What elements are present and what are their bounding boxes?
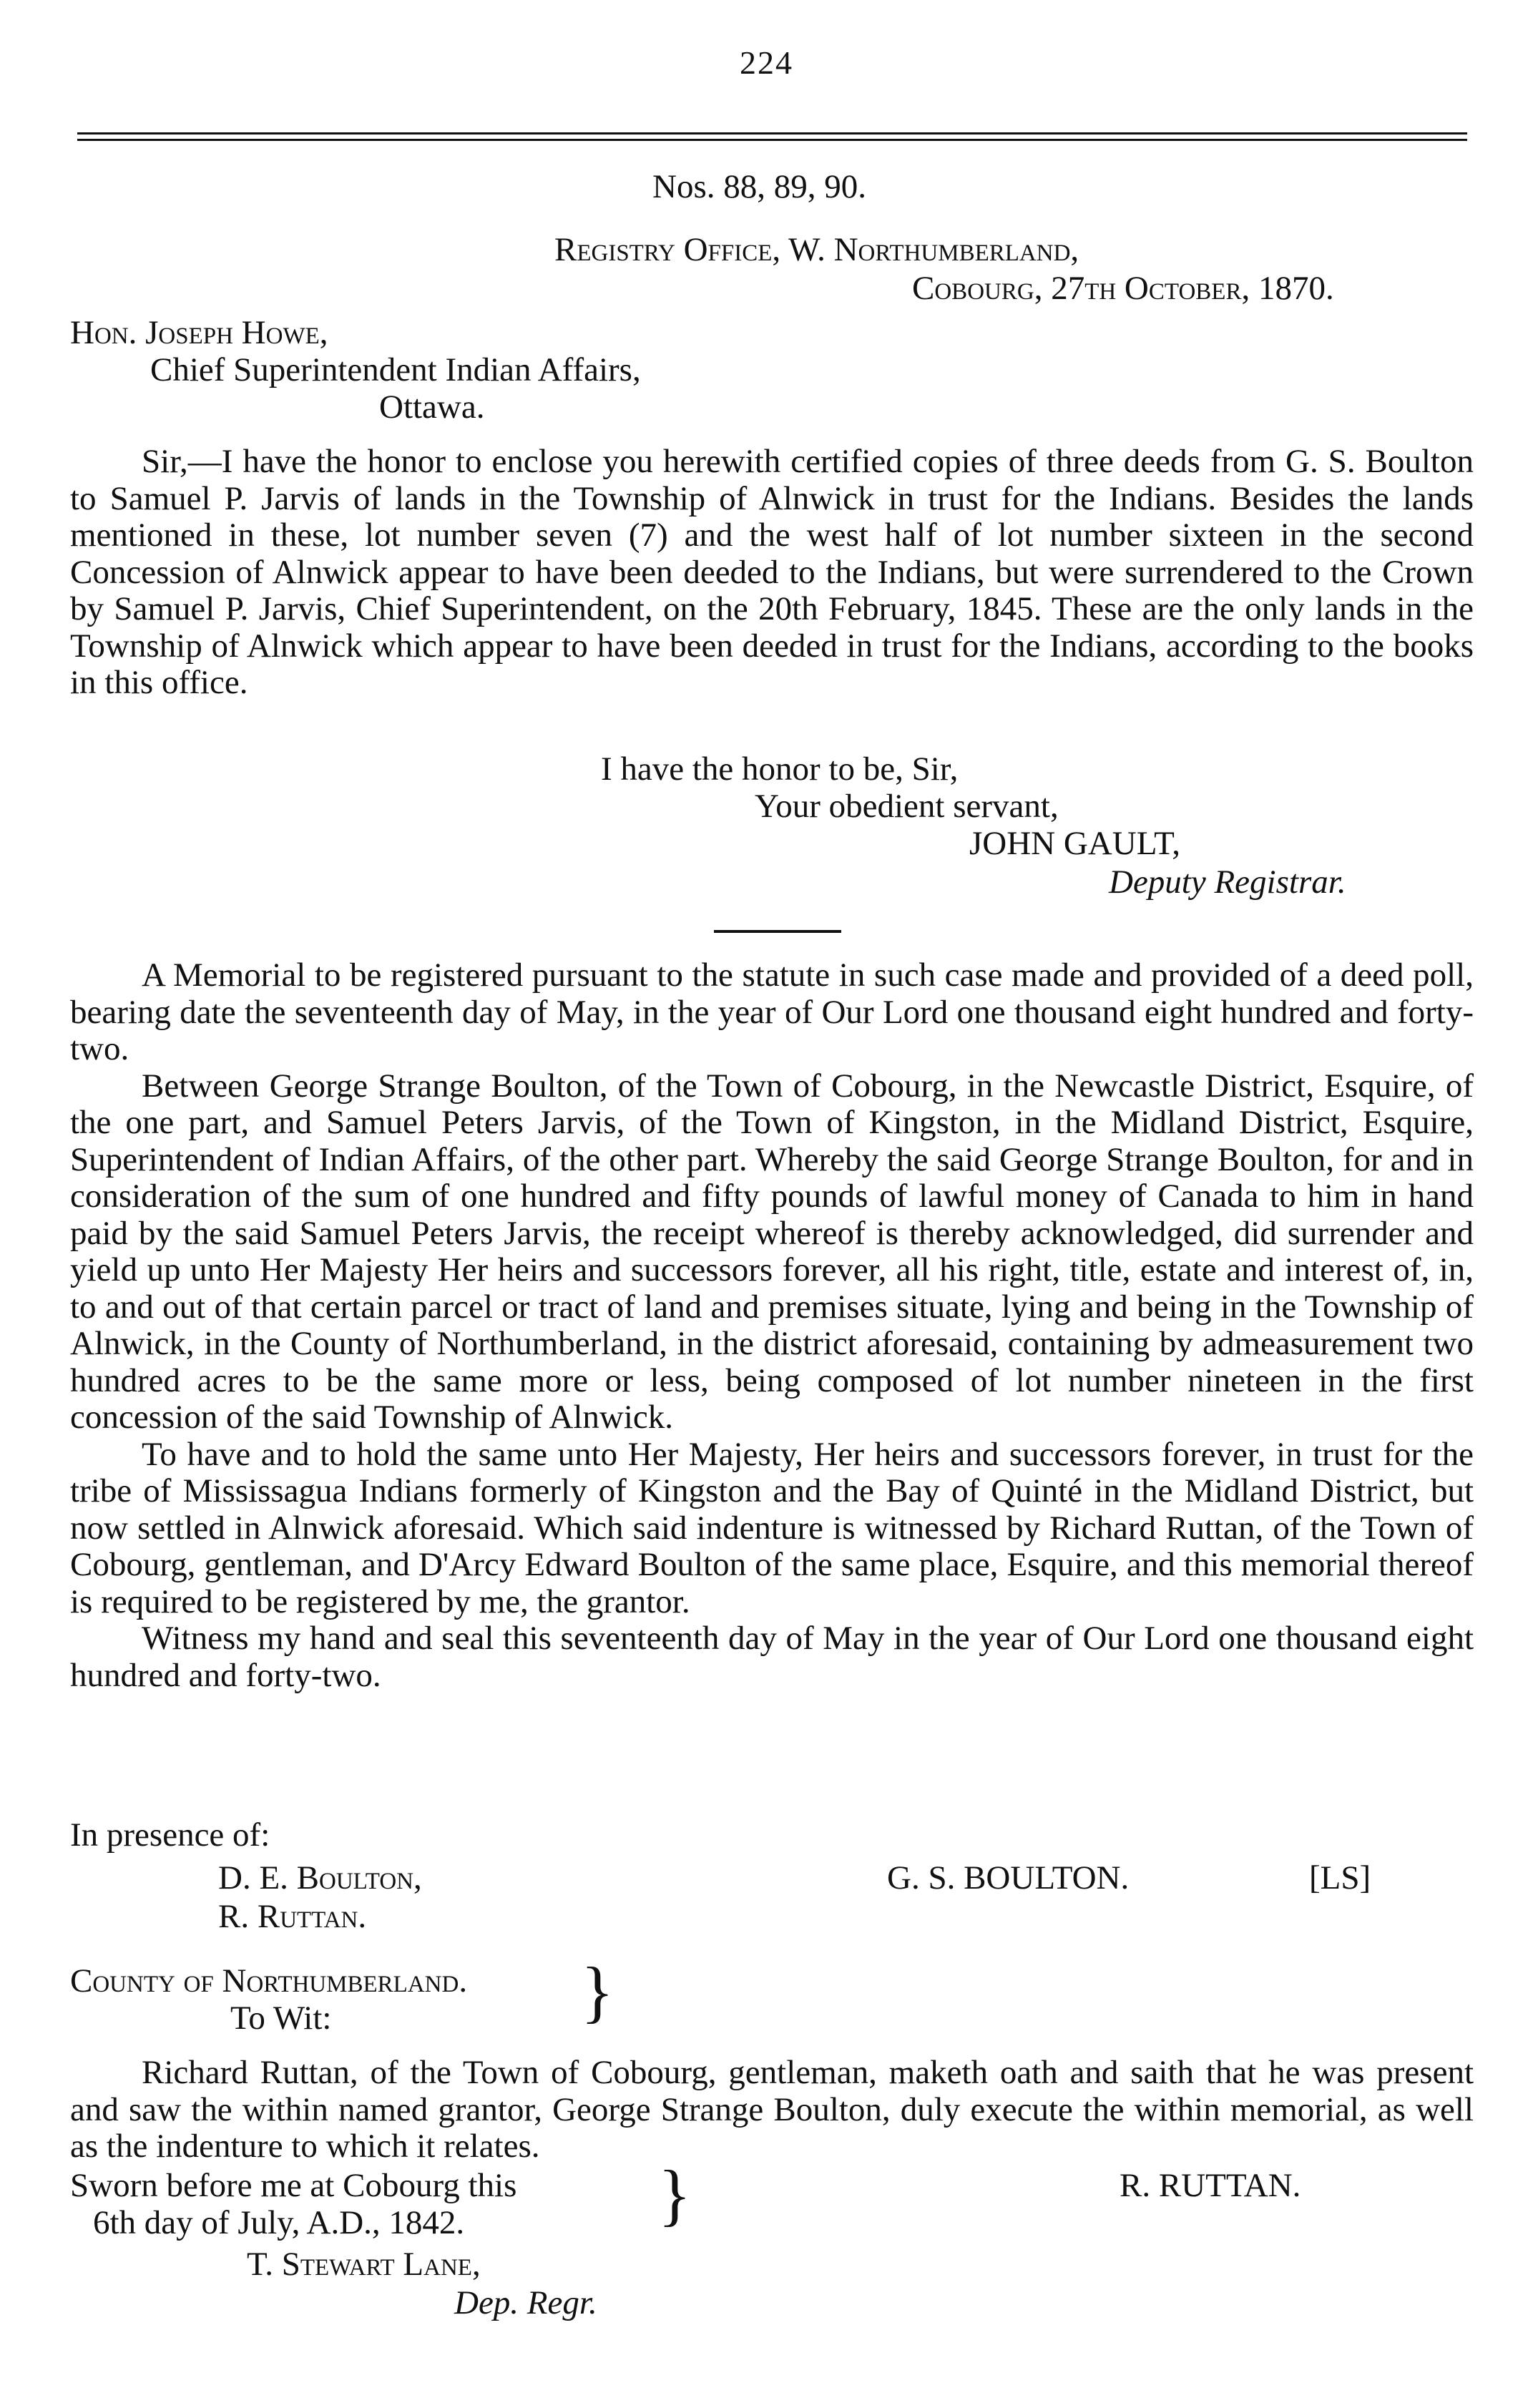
officer-name: T. Stewart Lane, — [247, 2246, 481, 2283]
addressee-name: Hon. Joseph Howe, — [70, 314, 328, 351]
presence-label: In presence of: — [70, 1816, 270, 1854]
venue-county: County of Northumberland. — [70, 1962, 468, 2000]
signatory-title: Deputy Registrar. — [1109, 863, 1346, 901]
letter-body — [70, 444, 1474, 702]
brace-mark: } — [581, 1953, 614, 2030]
affidavit-body — [70, 2055, 1474, 2165]
witness-name: R. Ruttan. — [218, 1898, 367, 1935]
memorial-paragraph: To have and to hold the same unto Her Majesty, Her heirs and successors forever, in trust for the tribe of Mississagua Indians formerly of Kingston and the Bay of Quinté in the Midland District, but now settled in Alnwick aforesaid. Which said indenture is witnessed by Richard Ruttan, of the Town of Cobourg, gentleman, and D'Arcy Edward Boulton of the same place, Esquire, and this memorial thereof is required to be registered by me, the grantor. — [70, 1435, 1474, 1620]
sworn-line: Sworn before me at Cobourg this — [70, 2167, 517, 2204]
memorial-paragraph: Witness my hand and seal this seventeenth day of May in the year of Our Lord one thousand eight hundred and forty-two. — [70, 1620, 1474, 1694]
signatory-name: JOHN GAULT, — [969, 825, 1181, 862]
header-rule — [77, 139, 1467, 141]
affidavit-paragraph: Richard Ruttan, of the Town of Cobourg, gentleman, maketh oath and saith that he was present and saw the within named grantor, George Strange Boulton, duly execute the within memorial, as well as the indenture to which it relates. — [70, 2054, 1474, 2165]
addressee-title: Chief Superintendent Indian Affairs, — [150, 351, 641, 388]
header-rule — [77, 132, 1467, 134]
page-number: 224 — [740, 44, 793, 81]
office-line: Registry Office, W. Northumberland, — [554, 231, 1079, 268]
grantor-signature: G. S. BOULTON. — [887, 1859, 1130, 1896]
officer-title: Dep. Regr. — [454, 2284, 597, 2321]
closing-line: Your obedient servant, — [755, 788, 1059, 825]
memorial-body — [70, 957, 1474, 1694]
venue-to-wit: To Wit: — [230, 2000, 332, 2037]
section-separator — [714, 930, 841, 933]
place-date: Cobourg, 27th October, 1870. — [912, 270, 1334, 307]
brace-mark: } — [658, 2156, 692, 2233]
memorial-paragraph: A Memorial to be registered pursuant to the statute in such case made and provided of a deed poll, bearing date the seventeenth day of May, in the year of Our Lord one thousand eight hundred and forty-two. — [70, 956, 1474, 1067]
addressee-city: Ottawa. — [379, 388, 485, 426]
witness-name: D. E. Boulton, — [218, 1859, 422, 1896]
seal-mark: [LS] — [1309, 1859, 1371, 1896]
sworn-line: 6th day of July, A.D., 1842. — [93, 2204, 465, 2241]
deed-numbers: Nos. 88, 89, 90. — [652, 168, 866, 205]
deponent-name: R. RUTTAN. — [1120, 2167, 1301, 2204]
letter-paragraph: Sir,—I have the honor to enclose you herewith certified copies of three deeds from G. S. Boulton to Samuel P. Jarvis of lands in the Township of Alnwick in trust for the Indians. Besides the lands mentioned in these, lot number seven (7) and the west half of lot number sixteen in the second Concession of Alnwick appear to have been deeded to the Indians, but were surrendered to the Crown by Samuel P. Jarvis, Chief Superintendent, on the 20th February, 1845. These are the only lands in the Township of Alnwick which appear to have been deeded in trust for the Indians, according to the books in this office. — [70, 443, 1474, 701]
closing-line: I have the honor to be, Sir, — [601, 750, 959, 788]
memorial-paragraph: Between George Strange Boulton, of the Town of Cobourg, in the Newcastle District, Esquire, of the one part, and Samuel Peters Jarvis, of the Town of Kingston, in the Midland District, Esquire, Superintendent of Indian Affairs, of the other part. Whereby the said George Strange Boulton, for and in consideration of the sum of one hundred and fifty pounds of lawful money of Canada to him in hand paid by the said Samuel Peters Jarvis, the receipt whereof is thereby acknowledged, did surrender and yield up unto Her Majesty Her heirs and successors forever, all his right, title, estate and interest of, in, to and out of that certain parcel or tract of land and premises situate, lying and being in the Township of Alnwick, in the County of Northumberland, in the district aforesaid, containing by admeasurement two hundred acres to be the same more or less, being composed of lot number nineteen in the first concession of the said Township of Alnwick. — [70, 1067, 1474, 1436]
